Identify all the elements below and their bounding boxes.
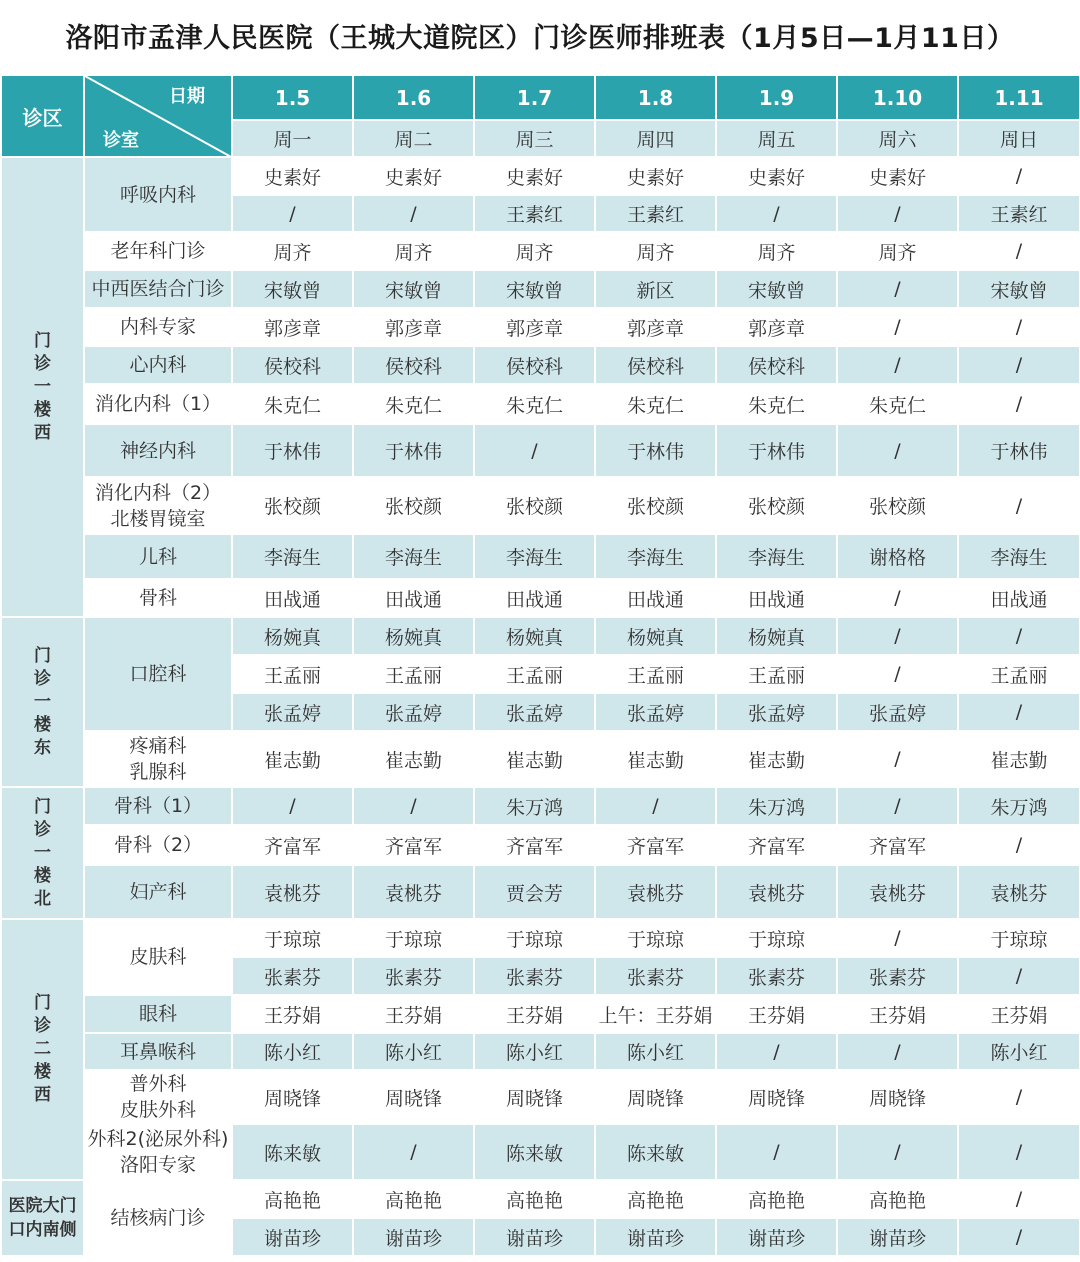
department-cell [84,346,232,384]
weekday-header: 周四 [595,120,716,157]
doctor-cell: / [958,1070,1080,1124]
doctor-cell: / [837,787,958,825]
weekday-header: 周日 [958,120,1080,157]
department-cell [84,232,232,270]
doctor-cell: 谢苗珍 [716,1218,837,1256]
department-name: 外科2(泌尿外科) [87,1128,229,1150]
doctor-cell: / [958,1218,1080,1256]
doctor-cell: 周齐 [837,232,958,270]
table-row [1,308,1080,346]
room-label: 诊室 [103,130,139,151]
doctor-cell: 李海生 [958,534,1080,579]
doctor-cell: 陈小红 [958,1033,1080,1070]
doctor-cell: 齐富军 [474,825,595,865]
doctor-cell: 郭彦章 [474,308,595,346]
table-row [1,865,1080,919]
department-cell [84,1070,232,1124]
doctor-cell: 于琼琼 [595,919,716,957]
department-cell [84,1180,232,1256]
department-name: 消化内科（1） [94,393,222,415]
doctor-cell: 周晓锋 [837,1070,958,1124]
doctor-cell: 郭彦章 [716,308,837,346]
doctor-cell: 周晓锋 [595,1070,716,1124]
doctor-cell: 齐富军 [353,825,474,865]
doctor-cell: 张素芬 [353,957,474,995]
doctor-cell: 史素好 [474,157,595,195]
date-header: 1.10 [837,75,958,120]
table-row [1,1180,1080,1218]
doctor-cell: 高艳艳 [837,1180,958,1218]
department-cell [84,1124,232,1180]
doctor-cell: 郭彦章 [595,308,716,346]
doctor-cell: 张校颜 [716,477,837,534]
doctor-cell: 齐富军 [716,825,837,865]
doctor-cell: 崔志勤 [958,731,1080,787]
doctor-cell: 于琼琼 [958,919,1080,957]
doctor-cell: 朱克仁 [716,384,837,424]
doctor-cell: 王芬娟 [474,995,595,1033]
doctor-cell: 史素好 [595,157,716,195]
doctor-cell: 王孟丽 [353,655,474,693]
doctor-cell: 侯校科 [232,346,353,384]
doctor-cell: / [837,270,958,308]
doctor-cell: 张校颜 [837,477,958,534]
table-row [1,270,1080,308]
doctor-cell: 贾会芳 [474,865,595,919]
department-name: 骨科 [138,587,177,609]
doctor-cell: 张孟婷 [837,693,958,731]
doctor-cell: 朱克仁 [353,384,474,424]
doctor-cell: 陈来敏 [474,1124,595,1180]
date-header: 1.6 [353,75,474,120]
department-name-line2: 北楼胃镜室 [110,507,206,530]
doctor-cell: 齐富军 [232,825,353,865]
doctor-cell: 史素好 [232,157,353,195]
doctor-cell: 周齐 [353,232,474,270]
doctor-cell: 王芬娟 [837,995,958,1033]
doctor-cell: 谢苗珍 [595,1218,716,1256]
doctor-cell: 史素好 [716,157,837,195]
date-label: 日期 [169,86,205,107]
doctor-cell: / [837,346,958,384]
doctor-cell: 于林伟 [353,424,474,477]
doctor-cell: 王芬娟 [716,995,837,1033]
doctor-cell: 王素红 [595,195,716,232]
zone-cell [1,919,84,1180]
doctor-cell: 高艳艳 [474,1180,595,1218]
table-row [1,157,1080,195]
doctor-cell: 周晓锋 [353,1070,474,1124]
doctor-cell: 齐富军 [595,825,716,865]
doctor-cell: 张校颜 [474,477,595,534]
doctor-cell: / [958,1124,1080,1180]
department-name-line2: 皮肤外科 [119,1099,196,1121]
department-cell [84,1033,232,1070]
doctor-cell: 杨婉真 [716,617,837,655]
doctor-cell: 袁桃芬 [837,865,958,919]
doctor-cell: 高艳艳 [232,1180,353,1218]
department-cell [84,787,232,825]
department-name: 口腔科 [129,663,187,685]
doctor-cell: 周齐 [595,232,716,270]
doctor-cell: 高艳艳 [716,1180,837,1218]
doctor-cell: 宋敏曾 [716,270,837,308]
doctor-cell: 侯校科 [595,346,716,384]
doctor-cell: 杨婉真 [474,617,595,655]
doctor-cell: 齐富军 [837,825,958,865]
doctor-cell: 侯校科 [716,346,837,384]
doctor-cell: 谢苗珍 [837,1218,958,1256]
department-cell [84,308,232,346]
doctor-cell: 周齐 [474,232,595,270]
weekday-header: 周二 [353,120,474,157]
zone-label: 医院大门口内南侧 [8,1196,77,1240]
doctor-cell: / [958,346,1080,384]
doctor-cell: 崔志勤 [595,731,716,787]
doctor-cell: / [837,1124,958,1180]
zone-label: 门诊一楼北 [34,796,51,909]
doctor-cell: / [958,1180,1080,1218]
doctor-cell: 朱克仁 [474,384,595,424]
doctor-cell: 李海生 [716,534,837,579]
table-row [1,1124,1080,1180]
department-name: 疼痛科 [129,735,187,757]
date-header: 1.7 [474,75,595,120]
department-cell [84,424,232,477]
doctor-cell: 陈来敏 [595,1124,716,1180]
doctor-cell: / [474,424,595,477]
doctor-cell: 谢格格 [837,534,958,579]
doctor-cell: 崔志勤 [716,731,837,787]
table-row [1,1033,1080,1070]
doctor-cell: 郭彦章 [232,308,353,346]
table-row [1,346,1080,384]
doctor-cell: 陈小红 [353,1033,474,1070]
doctor-cell: / [958,157,1080,195]
doctor-cell: 陈来敏 [232,1124,353,1180]
doctor-cell: 于琼琼 [353,919,474,957]
doctor-cell: 王素红 [958,195,1080,232]
doctor-cell: 谢苗珍 [353,1218,474,1256]
zone-label: 门诊一楼西 [34,330,51,443]
doctor-cell: 于林伟 [716,424,837,477]
doctor-cell: / [232,787,353,825]
department-cell [84,384,232,424]
table-row [1,477,1080,534]
doctor-cell: / [716,195,837,232]
department-name: 普外科 [129,1073,187,1095]
table-row [1,1070,1080,1124]
doctor-cell: 张素芬 [716,957,837,995]
doctor-cell: 谢苗珍 [232,1218,353,1256]
doctor-cell: / [353,787,474,825]
table-row [1,579,1080,617]
doctor-cell: / [958,617,1080,655]
doctor-cell: 王孟丽 [232,655,353,693]
doctor-cell: 田战通 [232,579,353,617]
doctor-cell: 李海生 [474,534,595,579]
doctor-cell: 郭彦章 [353,308,474,346]
doctor-cell: / [716,1033,837,1070]
doctor-cell: 于林伟 [595,424,716,477]
doctor-cell: 上午：王芬娟 [595,995,716,1033]
doctor-cell: / [958,693,1080,731]
doctor-cell: 朱万鸿 [474,787,595,825]
doctor-cell: / [595,787,716,825]
department-cell [84,579,232,617]
table-row [1,534,1080,579]
doctor-cell: 于林伟 [958,424,1080,477]
doctor-cell: 史素好 [353,157,474,195]
doctor-cell: 袁桃芬 [958,865,1080,919]
doctor-cell: 杨婉真 [353,617,474,655]
table-row [1,825,1080,865]
doctor-cell: 王芬娟 [958,995,1080,1033]
doctor-cell: 周晓锋 [474,1070,595,1124]
zone-cell [1,1180,84,1256]
department-cell [84,995,232,1033]
doctor-cell: 陈小红 [474,1033,595,1070]
department-cell [84,731,232,787]
doctor-cell: / [353,195,474,232]
zone-label: 门诊一楼东 [34,645,51,758]
table-row [1,617,1080,655]
department-cell [84,157,232,232]
date-header: 1.9 [716,75,837,120]
doctor-cell: 朱克仁 [837,384,958,424]
doctor-cell: 周晓锋 [716,1070,837,1124]
doctor-cell: / [837,308,958,346]
doctor-cell: 朱万鸿 [716,787,837,825]
date-header: 1.8 [595,75,716,120]
doctor-cell: / [958,232,1080,270]
doctor-cell: / [837,579,958,617]
doctor-cell: 田战通 [595,579,716,617]
department-cell [84,617,232,731]
table-row [1,919,1080,957]
doctor-cell: 周齐 [232,232,353,270]
doctor-cell: 宋敏曾 [353,270,474,308]
doctor-cell: 崔志勤 [353,731,474,787]
doctor-cell: 朱克仁 [232,384,353,424]
doctor-cell: / [232,195,353,232]
department-name: 心内科 [129,354,187,376]
department-cell [84,270,232,308]
doctor-cell: 张素芬 [232,957,353,995]
doctor-cell: 朱万鸿 [958,787,1080,825]
department-name: 呼吸内科 [119,183,196,206]
doctor-cell: 于林伟 [232,424,353,477]
doctor-cell: 高艳艳 [595,1180,716,1218]
weekday-header: 周六 [837,120,958,157]
doctor-cell: / [958,477,1080,534]
doctor-cell: 张校颜 [232,477,353,534]
table-row [1,424,1080,477]
doctor-cell: 张孟婷 [716,693,837,731]
page-title: 洛阳市孟津人民医院（王城大道院区）门诊医师排班表（1月5日—1月11日） [65,23,1015,54]
zone-cell [1,787,84,919]
doctor-cell: 于琼琼 [474,919,595,957]
department-cell [84,919,232,995]
department-cell [84,865,232,919]
doctor-cell: 周齐 [716,232,837,270]
department-cell [84,477,232,534]
doctor-cell: 张孟婷 [353,693,474,731]
department-name: 消化内科（2） [94,481,222,504]
doctor-cell: 田战通 [474,579,595,617]
doctor-cell: 袁桃芬 [232,865,353,919]
department-name-line2: 洛阳专家 [119,1154,196,1176]
department-name: 儿科 [138,545,177,568]
doctor-cell: 张孟婷 [474,693,595,731]
doctor-cell: 侯校科 [353,346,474,384]
doctor-cell: 王孟丽 [958,655,1080,693]
department-name: 皮肤科 [129,946,187,968]
table-row [1,995,1080,1033]
doctor-cell: 李海生 [353,534,474,579]
date-header: 1.11 [958,75,1080,120]
date-header: 1.5 [232,75,353,120]
department-name: 中西医结合门诊 [91,278,225,300]
doctor-cell: / [837,424,958,477]
doctor-cell: 田战通 [716,579,837,617]
doctor-cell: 张孟婷 [595,693,716,731]
department-name: 内科专家 [119,316,196,338]
doctor-cell: 王芬娟 [353,995,474,1033]
doctor-cell: / [837,731,958,787]
department-name: 老年科门诊 [110,240,206,262]
department-name: 眼科 [138,1003,177,1025]
doctor-cell: 宋敏曾 [958,270,1080,308]
zone-cell [1,157,84,617]
zone-header: 诊区 [1,75,84,157]
doctor-cell: 高艳艳 [353,1180,474,1218]
table-row [1,731,1080,787]
diagonal-header-cell [84,75,232,157]
doctor-cell: 张素芬 [474,957,595,995]
table-row [1,384,1080,424]
doctor-cell: 杨婉真 [232,617,353,655]
department-name: 结核病门诊 [110,1207,206,1229]
doctor-cell: 陈小红 [232,1033,353,1070]
doctor-cell: 新区 [595,270,716,308]
doctor-cell: 田战通 [958,579,1080,617]
doctor-cell: / [958,308,1080,346]
doctor-cell: / [958,825,1080,865]
doctor-cell: 王孟丽 [716,655,837,693]
weekday-header: 周一 [232,120,353,157]
doctor-cell: 于琼琼 [716,919,837,957]
weekday-header: 周五 [716,120,837,157]
doctor-cell: / [837,919,958,957]
doctor-cell: 周晓锋 [232,1070,353,1124]
doctor-cell: 张孟婷 [232,693,353,731]
doctor-cell: 袁桃芬 [595,865,716,919]
doctor-cell: / [353,1124,474,1180]
zone-cell [1,617,84,787]
weekday-header: 周三 [474,120,595,157]
doctor-cell: 谢苗珍 [474,1218,595,1256]
doctor-cell: / [958,384,1080,424]
doctor-cell: / [958,957,1080,995]
doctor-cell: 侯校科 [474,346,595,384]
doctor-cell: 杨婉真 [595,617,716,655]
doctor-cell: 王孟丽 [595,655,716,693]
zone-label: 门诊二楼西 [34,993,51,1105]
doctor-cell: 崔志勤 [474,731,595,787]
table-row [1,787,1080,825]
doctor-cell: 史素好 [837,157,958,195]
table-row [1,232,1080,270]
doctor-cell: 李海生 [595,534,716,579]
doctor-cell: 朱克仁 [595,384,716,424]
doctor-cell: / [837,1033,958,1070]
doctor-cell: / [837,617,958,655]
doctor-cell: 陈小红 [595,1033,716,1070]
department-name: 神经内科 [119,439,196,462]
department-name: 骨科（1） [113,795,203,817]
doctor-cell: / [837,195,958,232]
doctor-cell: 田战通 [353,579,474,617]
department-name: 骨科（2） [113,834,203,856]
schedule-table [0,74,1080,1257]
doctor-cell: 李海生 [232,534,353,579]
doctor-cell: 于琼琼 [232,919,353,957]
doctor-cell: 张素芬 [837,957,958,995]
department-name-line2: 乳腺科 [129,761,187,783]
department-cell [84,534,232,579]
doctor-cell: 张校颜 [353,477,474,534]
doctor-cell: 王孟丽 [474,655,595,693]
department-name: 妇产科 [129,881,187,903]
doctor-cell: 宋敏曾 [474,270,595,308]
doctor-cell: 袁桃芬 [353,865,474,919]
doctor-cell: 王芬娟 [232,995,353,1033]
doctor-cell: 张素芬 [595,957,716,995]
doctor-cell: 王素红 [474,195,595,232]
department-name: 耳鼻喉科 [119,1040,196,1063]
doctor-cell: 袁桃芬 [716,865,837,919]
doctor-cell: / [716,1124,837,1180]
doctor-cell: / [837,655,958,693]
doctor-cell: 崔志勤 [232,731,353,787]
doctor-cell: 宋敏曾 [232,270,353,308]
doctor-cell: 张校颜 [595,477,716,534]
department-cell [84,825,232,865]
